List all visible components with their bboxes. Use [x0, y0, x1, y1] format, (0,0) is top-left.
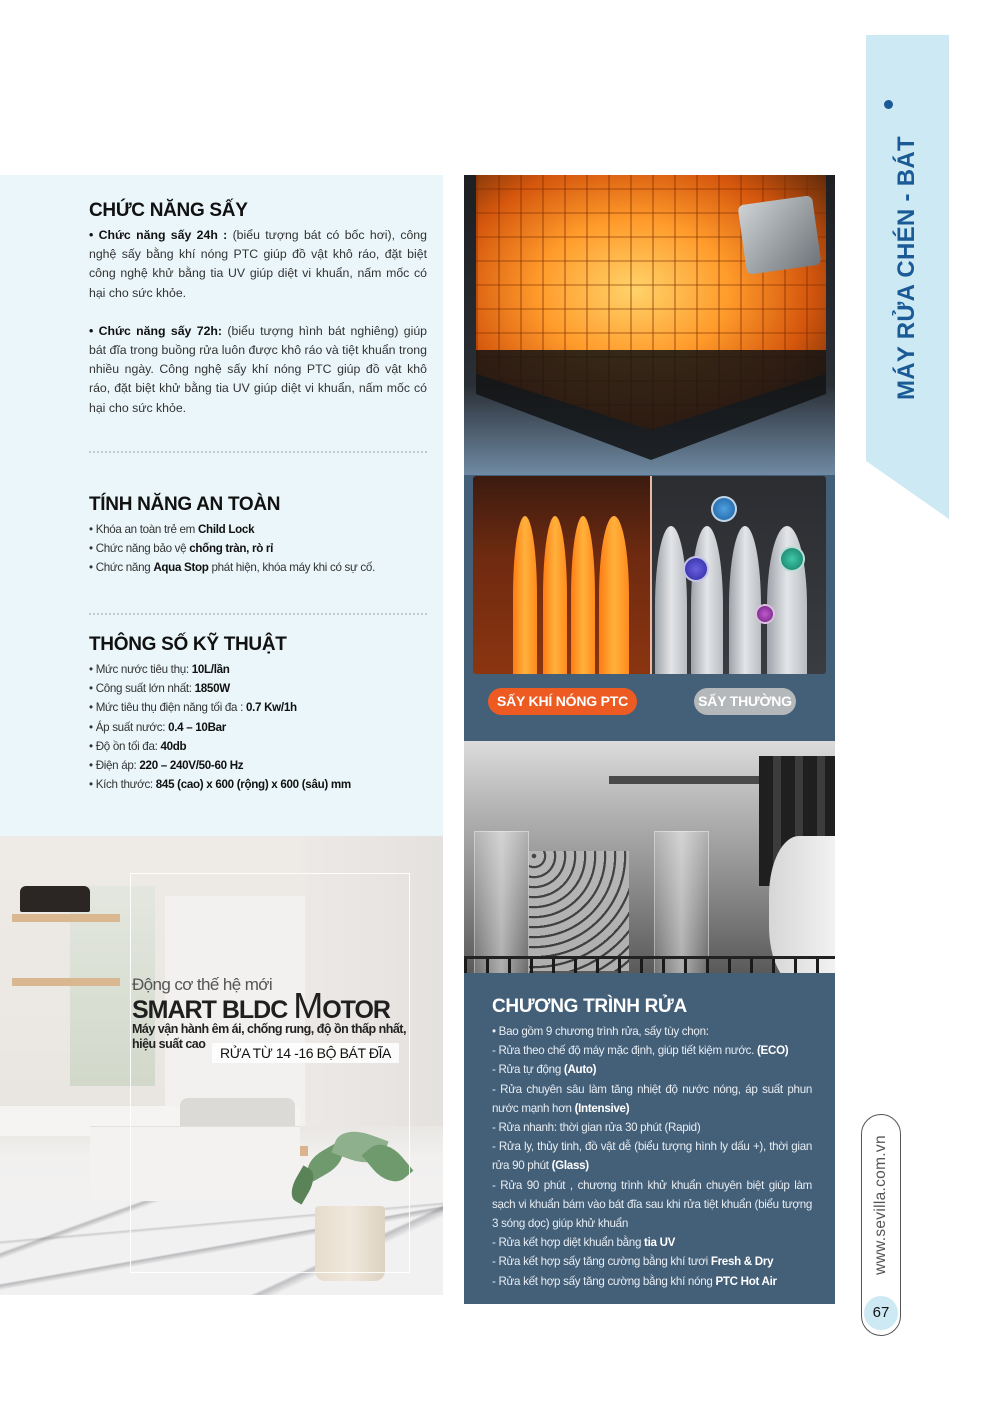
bacteria-icon [755, 604, 775, 624]
safety-item: • Khóa an toàn trẻ em Child Lock [89, 520, 427, 539]
spec-item: • Áp suất nước: 0.4 – 10Bar [89, 718, 427, 737]
safety-item: • Chức năng bảo vệ chống tràn, rò rỉ [89, 539, 427, 558]
divider [89, 613, 427, 615]
safety-heading: TÍNH NĂNG AN TOÀN [89, 494, 281, 515]
divider [89, 451, 427, 453]
bullet-dot-icon [884, 100, 893, 109]
capacity-label: RỬA TỪ 14 -16 BỘ BÁT ĐĨA [212, 1043, 399, 1063]
program-item: - Rửa tự động (Auto) [492, 1063, 597, 1077]
spec-item: • Điện áp: 220 – 240V/50-60 Hz [89, 756, 427, 775]
drying-24h: • Chức năng sấy 24h : (biểu tượng bát có bốc hơi), công nghệ sấy bằng khí nóng PTC giúp đồ vật khô ráo, đặt biệt công nghệ khử bằng tia UV giúp diệt vi khuẩn, nấm mốc có hại cho sức khỏe. [89, 228, 427, 300]
website-url[interactable]: www.sevilla.com.vn [872, 1135, 889, 1275]
motor-tagline: Động cơ thế hệ mới [132, 975, 273, 994]
safety-item: • Chức năng Aqua Stop phát hiện, khóa máy khi có sự cố. [89, 558, 427, 577]
safety-section [89, 494, 427, 578]
ptc-drying-badge: SẤY KHÍ NÓNG PTC [488, 688, 637, 715]
drying-comparison-image [473, 476, 826, 674]
bacteria-icon [683, 556, 709, 582]
drying-heading: CHỨC NĂNG SẤY [89, 200, 248, 221]
program-item: - Rửa kết hợp diệt khuẩn bằng tia UV [492, 1236, 676, 1250]
motor-promo [132, 976, 422, 1052]
motor-title: SMART BLDC MOTOR [132, 985, 390, 1026]
program-item: - Rửa chuyên sâu làm tăng nhiệt độ nước nóng, áp suất phun nước mạnh hơn (Intensive) [492, 1082, 812, 1115]
program-item: - Rửa kết hợp sấy tăng cường bằng khí nóng PTC Hot Air [492, 1274, 777, 1288]
program-item: - Rửa ly, thủy tinh, đồ vật dễ (biểu tượng hình ly dấu +), thời gian rửa 90 phút (Glass) [492, 1140, 812, 1173]
programs-heading: CHƯƠNG TRÌNH RỬA [492, 996, 687, 1017]
spec-item: • Mức tiêu thụ điện năng tối đa : 0.7 Kw/1h [89, 698, 427, 717]
program-item: - Rửa theo chế độ máy mặc định, giúp tiết kiệm nước. (ECO) [492, 1044, 789, 1058]
dishwasher-interior-photo [464, 741, 835, 973]
spec-item: • Mức nước tiêu thụ: 10L/lần [89, 660, 427, 679]
fan-icon [737, 195, 821, 275]
specs-heading: THÔNG SỐ KỸ THUẬT [89, 634, 287, 655]
drying-section [89, 200, 427, 418]
spec-item: • Độ ồn tối đa: 40db [89, 737, 427, 756]
bacteria-icon [779, 546, 805, 572]
wash-programs-section [492, 996, 812, 1291]
spec-item: • Công suất lớn nhất: 1850W [89, 679, 427, 698]
program-item: - Rửa kết hợp sấy tăng cường bằng khí tươi Fresh & Dry [492, 1255, 774, 1269]
motor-subtitle: Máy vận hành êm ái, chống rung, độ ồn thấp nhất, hiệu suất cao [132, 1022, 406, 1051]
page-number: 67 [864, 1296, 898, 1330]
program-item: - Rửa nhanh: thời gian rửa 30 phút (Rapid) [492, 1121, 701, 1135]
drying-72h: • Chức năng sấy 72h: (biểu tượng hình bát nghiêng) giúp bát đĩa trong buồng rửa luôn được khô ráo và tiệt khuẩn trong nhiều ngày. Công nghệ sấy khí nóng PTC giúp đồ vật khô ráo, đặt biệt khử bằng tia UV giúp diệt vi khuẩn, nấm mốc có hại cho sức khỏe. [89, 323, 428, 415]
bacteria-icon [711, 496, 737, 522]
program-item: • Bao gồm 9 chương trình rửa, sấy tùy chọn: [492, 1025, 709, 1038]
normal-drying-badge: SẤY THƯỜNG [694, 688, 796, 715]
category-title: MÁY RỬA CHÉN - BÁT [893, 136, 920, 400]
spec-item: • Kích thước: 845 (cao) x 600 (rộng) x 600 (sâu) mm [89, 775, 427, 794]
program-item: - Rửa 90 phút , chương trình khử khuẩn chuyên biệt giúp làm sạch vi khuẩn bám vào bát đĩa sau khi rửa tiệt khuẩn (biểu tượng 3 sóng dọc) giúp khử khuẩn [492, 1178, 812, 1231]
kitchen-photo [0, 836, 443, 1295]
ptc-drying-illustration [464, 175, 835, 475]
specs-section [89, 634, 427, 794]
